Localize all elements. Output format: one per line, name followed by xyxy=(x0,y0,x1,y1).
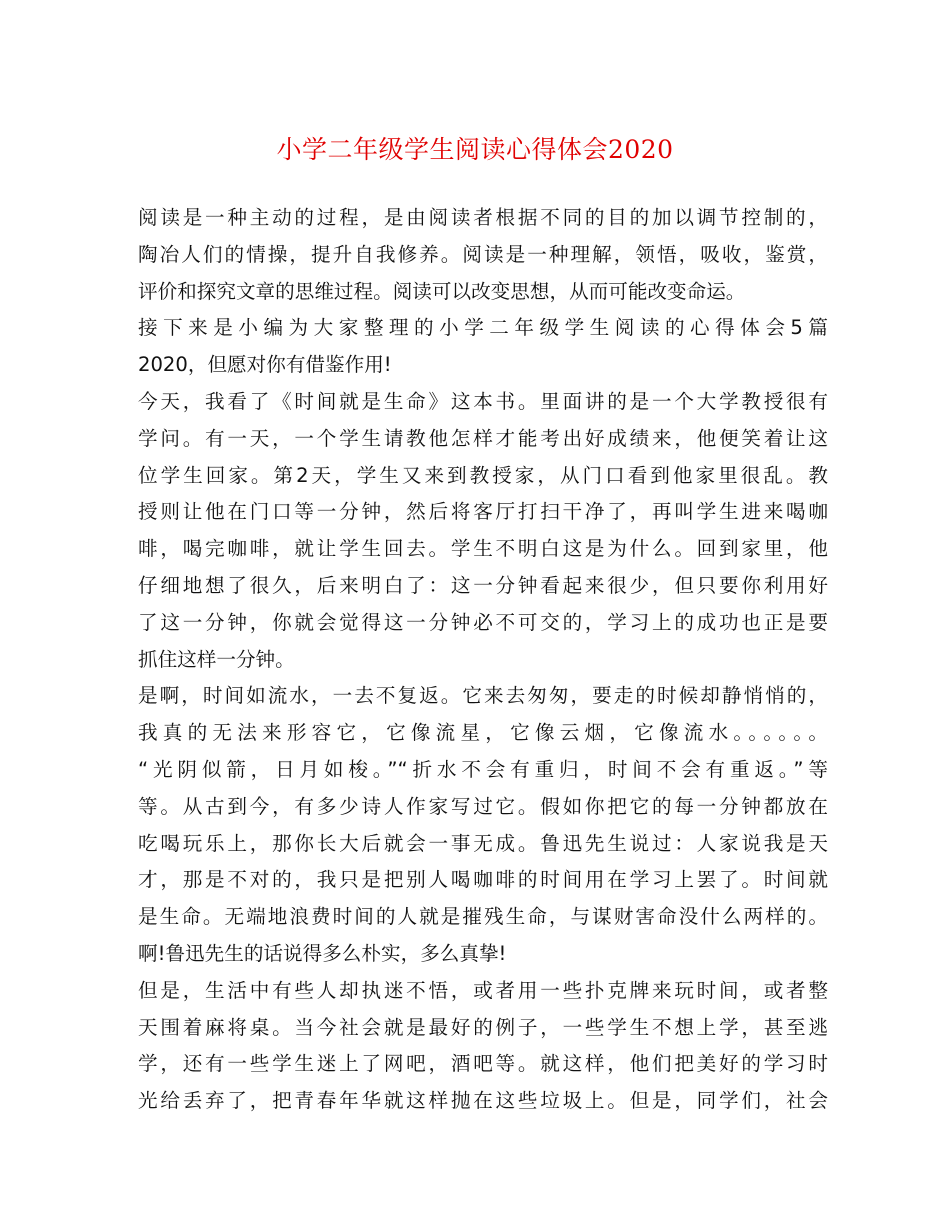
text-line: 2020，但愿对你有借鉴作用! xyxy=(138,353,392,377)
text-line: 了这一分钟，你就会觉得这一分钟必不可交的，学习上的成功也正是要 xyxy=(138,610,828,634)
text-line: 仔细地想了很久，后来明白了：这一分钟看起来很少，但只要你利用好 xyxy=(138,573,828,597)
text-line: 啊!鲁迅先生的话说得多么朴实，多么真挚! xyxy=(138,941,507,965)
text-line: 阅读是一种主动的过程，是由阅读者根据不同的目的加以调节控制的， xyxy=(138,206,828,229)
text-line: 学，还有一些学生迷上了网吧，酒吧等。就这样，他们把美好的学习时 xyxy=(138,1052,828,1076)
text-line: 是啊，时间如流水，一去不复返。它来去匆匆，要走的时候却静悄悄的， xyxy=(138,684,828,708)
text-line: 是生命。无端地浪费时间的人就是摧残生命，与谋财害命没什么两样的。 xyxy=(138,905,828,929)
text-line: “光阴似箭，日月如梭。”“折水不会有重归，时间不会有重返。”等 xyxy=(138,757,828,781)
text-line: 啡，喝完咖啡，就让学生回去。学生不明白这是为什么。回到家里，他 xyxy=(138,537,828,561)
text-line: 学问。有一天，一个学生请教他怎样才能考出好成绩来，他便笑着让这 xyxy=(138,426,828,450)
text-line: 抓住这样一分钟。 xyxy=(138,647,295,671)
document-title: 小学二年级学生阅读心得体会2020 xyxy=(276,135,674,164)
text-line: 接下来是小编为大家整理的小学二年级学生阅读的心得体会5篇 xyxy=(138,316,828,340)
text-line: 天围着麻将桌。当今社会就是最好的例子，一些学生不想上学，甚至逃 xyxy=(138,1015,828,1039)
text-line: 光给丢弃了，把青春年华就这样抛在这些垃圾上。但是，同学们，社会 xyxy=(138,1089,828,1113)
text-line: 评价和探究文章的思维过程。阅读可以改变思想，从而可能改变命运。 xyxy=(138,279,746,303)
text-line: 才，那是不对的，我只是把别人喝咖啡的时间用在学习上罢了。时间就 xyxy=(138,868,828,892)
text-line: 授则让他在门口等一分钟，然后将客厅打扫干净了，再叫学生进来喝咖 xyxy=(138,500,828,524)
text-line: 今天，我看了《时间就是生命》这本书。里面讲的是一个大学教授很有 xyxy=(138,389,828,413)
document-body xyxy=(138,200,828,1120)
text-line: 我真的无法来形容它，它像流星，它像云烟，它像流水。。。。。。 xyxy=(138,721,828,745)
text-line: 但是，生活中有些人却执迷不悟，或者用一些扑克牌来玩时间，或者整 xyxy=(138,978,828,1002)
text-line: 等。从古到今，有多少诗人作家写过它。假如你把它的每一分钟都放在 xyxy=(138,794,828,818)
text-line: 吃喝玩乐上，那你长大后就会一事无成。鲁迅先生说过：人家说我是天 xyxy=(138,831,828,855)
text-line: 陶冶人们的情操，提升自我修养。阅读是一种理解，领悟，吸收，鉴赏， xyxy=(138,242,828,266)
text-line: 位学生回家。第2天，学生又来到教授家，从门口看到他家里很乱。教 xyxy=(138,463,828,487)
